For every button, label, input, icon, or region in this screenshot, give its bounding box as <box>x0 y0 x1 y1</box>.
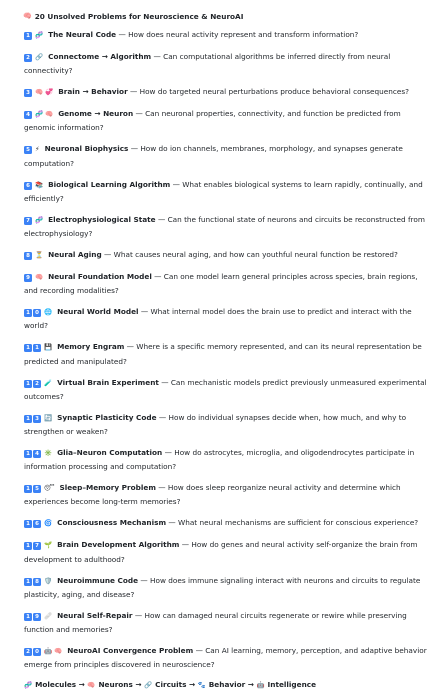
list-item <box>24 609 428 636</box>
problem-question: Can one model learn general principles across species, brain regions, and recording modalities? <box>24 272 418 296</box>
footer-icon: 🧠 <box>87 681 96 690</box>
problem-question: How do astrocytes, microglia, and oligodendrocytes participate in information processing and computation? <box>24 448 415 472</box>
item-icon: 🧪 <box>44 378 53 387</box>
problem-name: Consciousness Mechanism <box>57 518 167 528</box>
dash: — <box>133 109 146 119</box>
number-badge: 1 <box>24 32 32 40</box>
number-badge: 2 <box>24 648 32 656</box>
problem-question: How do individual synapses decide when, how much, and why to strengthen or weaken? <box>24 412 407 437</box>
list-item <box>24 142 428 169</box>
number-badge: 8 <box>33 578 41 586</box>
dash: — <box>124 342 137 352</box>
item-icons <box>35 144 42 153</box>
dash: — <box>156 412 169 422</box>
footer-label: Molecules <box>35 680 77 690</box>
problem-question: How do targeted neural perturbations produce behavioral consequences? <box>139 87 410 97</box>
list-item <box>24 213 428 240</box>
item-icons <box>35 87 55 96</box>
number-badge: 4 <box>33 450 41 458</box>
problem-name: Neural Aging <box>48 250 102 260</box>
footer-pipeline <box>24 679 428 691</box>
list-item <box>24 28 428 42</box>
item-icon: 🧠 <box>35 88 44 97</box>
number-badge: 2 <box>24 54 32 62</box>
number-badge: 1 <box>24 415 32 423</box>
dash: — <box>158 377 171 387</box>
list-item <box>24 516 428 530</box>
item-icon: 🌐 <box>44 308 53 317</box>
number-badge: 8 <box>24 252 32 260</box>
dash: — <box>193 646 206 656</box>
item-icon: 🧠 <box>45 110 54 119</box>
footer-label: Behavior <box>208 680 246 690</box>
problem-name: Glia–Neuron Computation <box>57 448 163 458</box>
number-badge: 9 <box>33 613 41 621</box>
item-icon: 😴 <box>44 484 55 493</box>
page-title-text: 20 Unsolved Problems for Neuroscience & NeuroAI <box>34 11 244 21</box>
dash: — <box>128 144 141 154</box>
item-icons <box>44 413 54 422</box>
footer-label: Intelligence <box>267 680 317 690</box>
list-item <box>24 340 428 367</box>
item-icons <box>44 611 54 620</box>
problem-name: NeuroAI Convergence Problem <box>67 646 194 656</box>
number-badge: 1 <box>24 485 32 493</box>
dash: — <box>170 179 183 189</box>
problem-name: Sleep–Memory Problem <box>59 483 156 493</box>
number-badge: 9 <box>24 274 32 282</box>
problem-question: How do genes and neural activity self-organize the brain from development to adulthood? <box>24 540 418 564</box>
problem-name: Genome → Neuron <box>58 109 134 119</box>
item-icon: 💞 <box>45 88 54 97</box>
number-badge: 3 <box>33 415 41 423</box>
number-badge: 1 <box>24 450 32 458</box>
dash: — <box>155 214 168 224</box>
problem-name: Neural World Model <box>57 307 139 317</box>
dash: — <box>116 30 129 39</box>
arrow: → <box>76 680 88 690</box>
item-icon: ⚡ <box>35 145 40 154</box>
item-icon: 🔄 <box>44 413 53 422</box>
item-icons <box>44 646 64 655</box>
problem-name: Neural Self-Repair <box>57 610 133 620</box>
item-icon: ⏳ <box>35 251 44 260</box>
number-badge: 7 <box>24 217 32 225</box>
item-icon: 🛡️ <box>44 576 53 585</box>
item-icon: 📚 <box>35 180 44 189</box>
number-badge: 1 <box>24 309 32 317</box>
problem-question: How does immune signaling interact with neurons and circuits to regulate plasticity, aging, and disease? <box>24 575 421 599</box>
footer-icon: 🧬 <box>24 681 33 690</box>
item-icons <box>44 540 54 549</box>
problem-question: How does sleep reorganize neural activity and determine which experiences become long-term memories? <box>24 483 401 507</box>
item-icon: 🔗 <box>35 53 44 61</box>
list-item <box>24 574 428 601</box>
problem-question: What neural mechanisms are sufficient for conscious experience? <box>177 518 419 528</box>
dash: — <box>166 518 178 528</box>
problem-name: Synaptic Plasticity Code <box>57 412 157 422</box>
item-icon: 🧬 <box>35 31 44 39</box>
problem-question: Can mechanistic models predict previously unmeasured experimental outcomes? <box>24 377 427 401</box>
dash: — <box>151 52 164 61</box>
number-badge: 2 <box>33 380 41 388</box>
problem-name: Neuronal Biophysics <box>44 144 129 154</box>
list-item <box>24 107 428 134</box>
problem-name: Electrophysiological State <box>48 214 156 224</box>
number-badge: 1 <box>24 613 32 621</box>
problem-name: The Neural Code <box>48 30 117 39</box>
list-item <box>24 411 428 438</box>
dash: — <box>132 610 145 620</box>
number-badge: 6 <box>33 520 41 528</box>
list-item <box>24 270 428 297</box>
number-badge: 1 <box>24 380 32 388</box>
footer-label: Neurons <box>98 680 133 690</box>
item-icons <box>44 448 54 457</box>
problem-name: Neural Foundation Model <box>48 272 152 282</box>
item-icons <box>44 483 56 492</box>
item-icons <box>44 307 54 316</box>
dash: — <box>162 448 175 458</box>
item-icons <box>35 250 45 259</box>
footer-icon: 🤖 <box>256 681 265 690</box>
dash: — <box>151 272 164 282</box>
number-badge: 1 <box>24 520 32 528</box>
dash: — <box>101 250 114 260</box>
item-icons <box>35 272 45 281</box>
number-badge: 7 <box>33 542 41 550</box>
number-badge: 5 <box>24 146 32 154</box>
list-item <box>24 446 428 473</box>
problem-question: How do ion channels, membranes, morphology, and synapses generate computation? <box>24 144 403 168</box>
item-icons <box>44 576 54 585</box>
list-item <box>24 248 428 262</box>
item-icons <box>35 52 45 61</box>
list-item <box>24 376 428 403</box>
page-title <box>23 8 428 24</box>
item-icons <box>44 378 54 387</box>
item-icon: 💾 <box>44 343 53 352</box>
item-icons <box>35 30 45 39</box>
problem-name: Memory Engram <box>57 342 125 352</box>
list-item <box>24 538 428 565</box>
list-item <box>24 85 428 99</box>
problem-question: What internal model does the brain use to predict and interact with the world? <box>24 307 412 331</box>
number-badge: 1 <box>33 344 41 352</box>
problem-name: Biological Learning Algorithm <box>48 179 171 189</box>
number-badge: 3 <box>24 89 32 97</box>
problem-name: Brain → Behavior <box>58 87 128 97</box>
number-badge: 5 <box>33 485 41 493</box>
list-item <box>24 305 428 332</box>
problem-name: Virtual Brain Experiment <box>57 377 159 387</box>
footer-label: Circuits <box>155 680 187 690</box>
item-icon: 🌀 <box>44 519 53 528</box>
item-icons <box>44 518 54 527</box>
problem-name: Neuroimmune Code <box>57 575 139 585</box>
footer-icon: 🔗 <box>144 681 153 690</box>
number-badge: 4 <box>24 111 32 119</box>
problem-question: Where is a specific memory represented, and can its neural representation be predicted and manipulated? <box>24 342 422 366</box>
item-icon: ✳️ <box>44 449 53 458</box>
arrow: → <box>245 680 257 690</box>
item-icons <box>44 342 54 351</box>
problem-question: Can computational algorithms be inferred directly from neural connectivity? <box>24 52 391 76</box>
item-icon: 🧬 <box>35 215 44 224</box>
dash: — <box>138 575 151 585</box>
problem-name: Brain Development Algorithm <box>57 540 180 550</box>
arrow: → <box>186 680 198 690</box>
problem-name: Connectome → Algorithm <box>48 52 152 61</box>
number-badge: 0 <box>33 648 41 656</box>
brain-icon: 🧠 <box>23 11 32 20</box>
footer-icon: 🐾 <box>197 681 206 690</box>
dash: — <box>179 540 192 550</box>
problem-question: How can damaged neural circuits regenerate or rewire while preserving function and memories? <box>24 610 407 635</box>
number-badge: 0 <box>33 309 41 317</box>
item-icon: 🩹 <box>44 611 53 620</box>
list-item <box>24 178 428 205</box>
item-icon: 🧠 <box>35 273 44 282</box>
item-icon: 🧠 <box>54 647 63 656</box>
list-item <box>24 644 428 671</box>
problem-question: Can AI learning, memory, perception, and adaptive behavior emerge from principles discovered in neuroscience? <box>24 646 427 670</box>
number-badge: 1 <box>24 344 32 352</box>
item-icon: 🧬 <box>35 110 44 119</box>
arrow: → <box>132 680 145 690</box>
dash: — <box>138 307 151 317</box>
problem-question: Can neuronal properties, connectivity, and function be predicted from genomic information? <box>24 109 401 133</box>
problem-question: What enables biological systems to learn rapidly, continually, and efficiently? <box>24 179 423 203</box>
item-icon: 🤖 <box>44 647 53 656</box>
number-badge: 1 <box>24 542 32 550</box>
item-icons <box>35 215 45 224</box>
problem-question: What causes neural aging, and how can youthful neural function be restored? <box>113 250 398 260</box>
dash: — <box>155 483 168 493</box>
problem-question: How does neural activity represent and transform information? <box>128 30 359 39</box>
item-icons <box>35 109 55 118</box>
number-badge: 6 <box>24 182 32 190</box>
dash: — <box>127 87 140 97</box>
item-icon: 🌱 <box>44 541 53 550</box>
number-badge: 1 <box>24 578 32 586</box>
list-item <box>24 50 428 77</box>
list-item <box>24 481 428 508</box>
item-icons <box>35 180 45 189</box>
problem-list <box>24 28 428 671</box>
problem-question: Can the functional state of neurons and circuits be reconstructed from electrophysiology? <box>24 214 425 239</box>
